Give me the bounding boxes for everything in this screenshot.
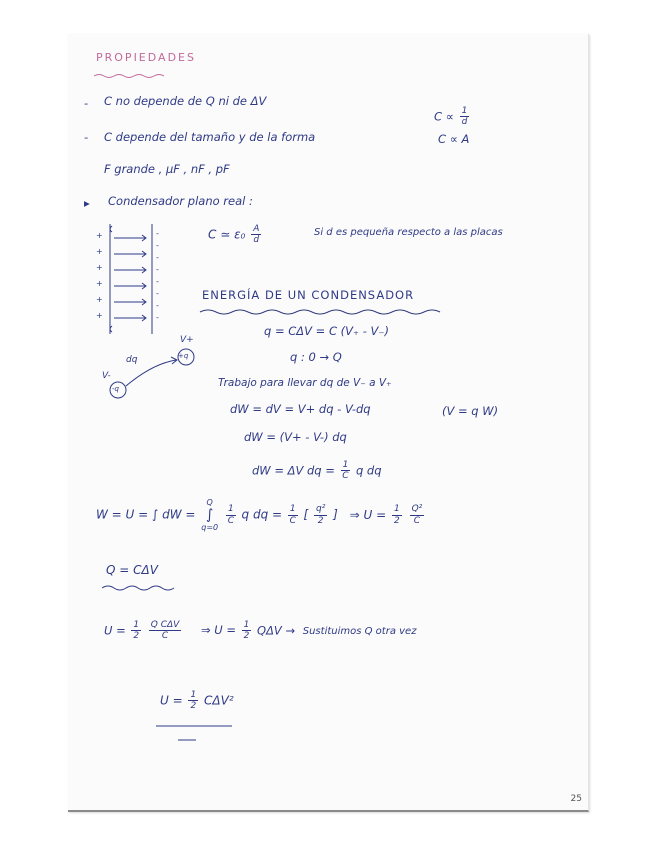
frac-den: C	[289, 515, 296, 526]
svg-text:-: -	[156, 289, 159, 298]
frac-num: 1	[342, 460, 349, 470]
energia-eq3-note: (V = q W)	[442, 404, 499, 418]
trabajo-text: Trabajo para llevar dq de V₋ a V₊	[218, 377, 392, 389]
qminus-label: -q	[112, 385, 119, 393]
frac-den: 2	[243, 631, 250, 642]
frac-den: 2	[190, 701, 197, 712]
svg-text:+: +	[96, 295, 103, 304]
final-tail: CΔV²	[204, 693, 234, 708]
page-title: PROPIEDADES	[96, 51, 196, 64]
frac-den: d	[253, 235, 260, 246]
condensador-label: Condensador plano real :	[108, 194, 253, 208]
bullet-1-text: C no depende de Q ni de ΔV	[104, 94, 267, 108]
bullet-2-text: C depende del tamaño y de la forma	[104, 130, 316, 144]
bullet-dash: -	[84, 130, 89, 144]
frac-num: 1	[227, 504, 234, 515]
condensador-note: Si d es pequeña respecto a las placas	[314, 227, 503, 238]
integral-arrow: ⇒ U =	[349, 507, 387, 522]
svg-text:-: -	[156, 229, 159, 238]
page-number: 25	[570, 794, 582, 804]
frac-den: C	[413, 515, 421, 526]
svg-text:+: +	[96, 247, 103, 256]
energia-heading: ENERGÍA DE UN CONDENSADOR	[202, 288, 415, 302]
svg-text:-: -	[156, 241, 159, 250]
eq5-left: dW = ΔV dq =	[252, 463, 335, 478]
integral-start: W = U = ∫ dW =	[96, 507, 196, 522]
frac-num: Q²	[411, 504, 423, 515]
formula-left: C ≃ ε₀	[208, 227, 246, 242]
bracket-open: [	[303, 507, 309, 522]
svg-text:-: -	[156, 265, 159, 274]
arrow-bullet-icon: ▸	[84, 196, 90, 210]
integral-upper: Q	[206, 498, 213, 507]
svg-text:+: +	[96, 279, 103, 288]
notebook-page	[68, 34, 589, 812]
frac-num: 1	[243, 620, 250, 630]
vplus-label: V+	[180, 335, 194, 345]
integral-mid-tail: q dq =	[241, 507, 283, 522]
qplus-label: +q	[178, 352, 189, 360]
svg-text:+: +	[96, 231, 103, 240]
frac-den: d	[461, 117, 468, 128]
energia-eq1: q = CΔV = C (V₊ - V₋)	[264, 324, 389, 338]
frac-den: C	[161, 631, 169, 642]
frac-den: 2	[133, 631, 140, 642]
frac-num: Q CΔV	[150, 620, 180, 630]
svg-text:-: -	[156, 277, 159, 286]
sub-qav: QΔV →	[257, 623, 296, 638]
final-underline	[68, 34, 588, 810]
bullet-3-text: F grande , μF , nF , pF	[104, 162, 230, 176]
relation-eq: Q = CΔV	[106, 563, 158, 577]
frac-den: 2	[394, 515, 400, 526]
energia-eq3: dW = dV = V+ dq - V-dq	[230, 402, 371, 416]
energia-eq4: dW = (V+ - V-) dq	[244, 430, 347, 444]
svg-text:-: -	[156, 253, 159, 262]
sub-note: Sustituimos Q otra vez	[302, 626, 417, 638]
frac-num: 1	[190, 690, 197, 700]
eq5-tail: q dq	[355, 463, 382, 478]
final-start: U =	[160, 693, 183, 708]
bullet-2-proportional: C ∝ A	[438, 132, 470, 146]
c-prop-label: C ∝	[434, 109, 454, 124]
frac-den: C	[227, 515, 234, 526]
svg-text:-: -	[156, 301, 159, 310]
energia-eq2: q : 0 → Q	[290, 350, 342, 364]
svg-text:-: -	[156, 313, 159, 322]
frac-den: 2	[317, 515, 324, 526]
vminus-label: V-	[102, 371, 111, 381]
frac-num: 1	[461, 106, 468, 116]
frac-num: 1	[394, 504, 400, 515]
frac-num: 1	[133, 620, 140, 630]
bracket-close: ]	[333, 507, 338, 522]
frac-num: q²	[315, 504, 326, 515]
integral-lower: q=0	[201, 523, 219, 533]
frac-den: C	[342, 471, 349, 482]
sub-start: U =	[104, 623, 126, 638]
bullet-dash: -	[84, 96, 89, 110]
frac-num: 1	[289, 504, 296, 515]
frac-num: A	[253, 224, 260, 234]
svg-text:+: +	[96, 263, 103, 272]
svg-text:+: +	[96, 311, 103, 320]
dq-label: dq	[126, 355, 138, 365]
sub-arrow: ⇒ U =	[200, 623, 236, 638]
integral-sign: ∫	[206, 507, 214, 524]
